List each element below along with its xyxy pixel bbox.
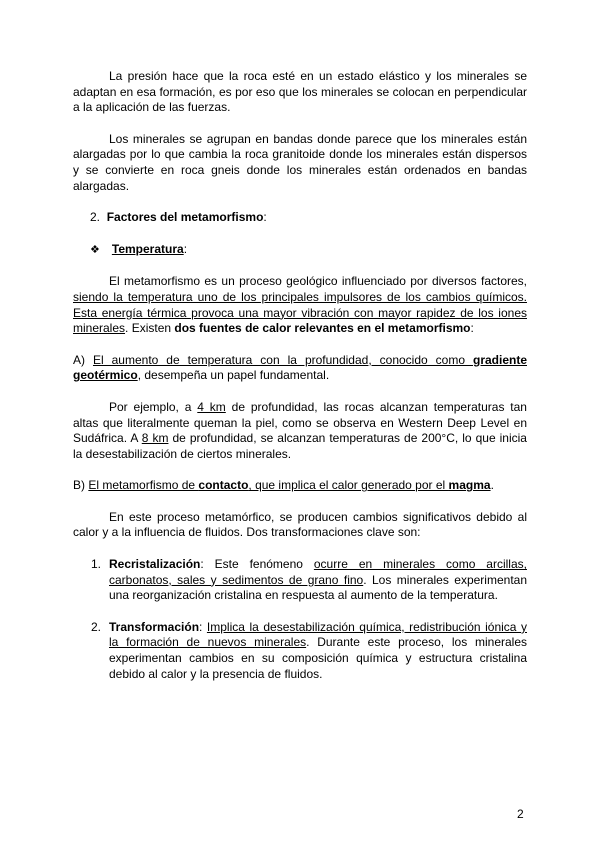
text-segment: de profundidad, las rocas alcanzan temperaturas tan altas que literalmente queman la piel, como se observa en Western Deep Level en Sudáfrica. A: [73, 399, 527, 446]
bold-text: dos fuentes de calor relevantes en el metamorfismo: [174, 321, 471, 336]
paragraph-bandas: Los minerales se agrupan en bandas donde parece que los minerales están alargadas por lo que cambia la roca granitoide donde los minerales están dispersos y se convierte en roca gneis donde los minerales están ordenados en bandas alargadas.: [73, 131, 527, 193]
text-segment: , desempeña un papel fundamental.: [137, 368, 330, 383]
list-marker: A): [73, 352, 93, 367]
text-segment: de profundidad, se alcanzan temperaturas de 200°C, lo que inicia la desestabilización de ciertos minerales.: [73, 431, 527, 461]
underlined-text: ocurre en minerales como arcillas, carbonatos, sales y sedimentos de grano fino: [109, 557, 527, 587]
underlined-text: 4 km: [197, 399, 226, 414]
section-colon: :: [263, 210, 267, 225]
text-segment: . Existen: [125, 321, 175, 336]
text-segment: : Este fenómeno: [200, 557, 314, 572]
paragraph-presion: La presión hace que la roca esté en un estado elástico y los minerales se adaptan en esa formación, es por eso que los minerales se colocan en perpendicular a la aplicación de las fuerzas.: [73, 69, 527, 115]
bold-term: magma: [448, 478, 491, 493]
text-segment: .: [490, 478, 494, 493]
underlined-text: El metamorfismo de: [88, 478, 199, 493]
section-title: Factores del metamorfismo: [106, 210, 264, 225]
underlined-text: Implica la desestabilización química, redistribución iónica y la formación de nuevos minerales: [109, 619, 527, 650]
paragraph-source-a: [73, 353, 527, 384]
underlined-text: 8 km: [141, 431, 169, 446]
text-segment: . Durante este proceso, los minerales experimentan cambios en su composición química y estructura cristalina debido al calor y la presencia de fluidos.: [109, 635, 527, 681]
text-segment: :: [470, 321, 474, 336]
subheading-temperatura: Temperatura: [111, 241, 184, 256]
bold-term: contacto: [198, 478, 249, 493]
list-item-text: [109, 620, 527, 682]
page-number: 2: [517, 807, 524, 821]
list-marker: B): [73, 478, 89, 493]
document-page: [73, 69, 527, 682]
bold-term: gradiente geotérmico: [73, 352, 527, 383]
list-number: 2.: [91, 619, 102, 634]
underlined-text: , que implica el calor generado por el: [248, 478, 449, 493]
paragraph-ejemplo: [73, 400, 527, 462]
paragraph-proceso: En este proceso metamórfico, se producen cambios significativos debido al calor y a la influencia de fluidos. Dos transformaciones clave son:: [73, 509, 527, 540]
paragraph-source-b: [73, 478, 527, 494]
paragraph-metamorfismo: [73, 274, 527, 336]
item-title: Recristalización: [109, 557, 201, 572]
list-item: [91, 620, 527, 682]
list-number: 1.: [91, 557, 102, 572]
text-segment: Por ejemplo, a: [109, 399, 198, 414]
section-heading: [90, 210, 527, 226]
text-segment: El metamorfismo es un proceso geológico influenciado por diversos factores,: [109, 274, 527, 289]
text-segment: :: [199, 619, 207, 634]
diamond-bullet-icon: ❖: [90, 243, 100, 256]
section-number: 2.: [90, 210, 101, 225]
underlined-text: siendo la temperatura uno de los principales impulsores de los cambios químicos. Esta energía térmica provoca una mayor vibración con mayor rapidez de los iones minerales: [73, 289, 527, 336]
item-title: Transformación: [109, 619, 200, 634]
subheading-colon: :: [183, 241, 188, 256]
list-item: [91, 557, 527, 604]
underlined-text: El aumento de temperatura con la profundidad, conocido como: [92, 352, 473, 367]
bullet-temperatura: [90, 242, 527, 259]
list-item-text: [109, 557, 527, 604]
transformations-list: [73, 557, 527, 682]
text-segment: . Los minerales experimentan una reorganización cristalina en respuesta al aumento de la temperatura.: [109, 572, 527, 603]
